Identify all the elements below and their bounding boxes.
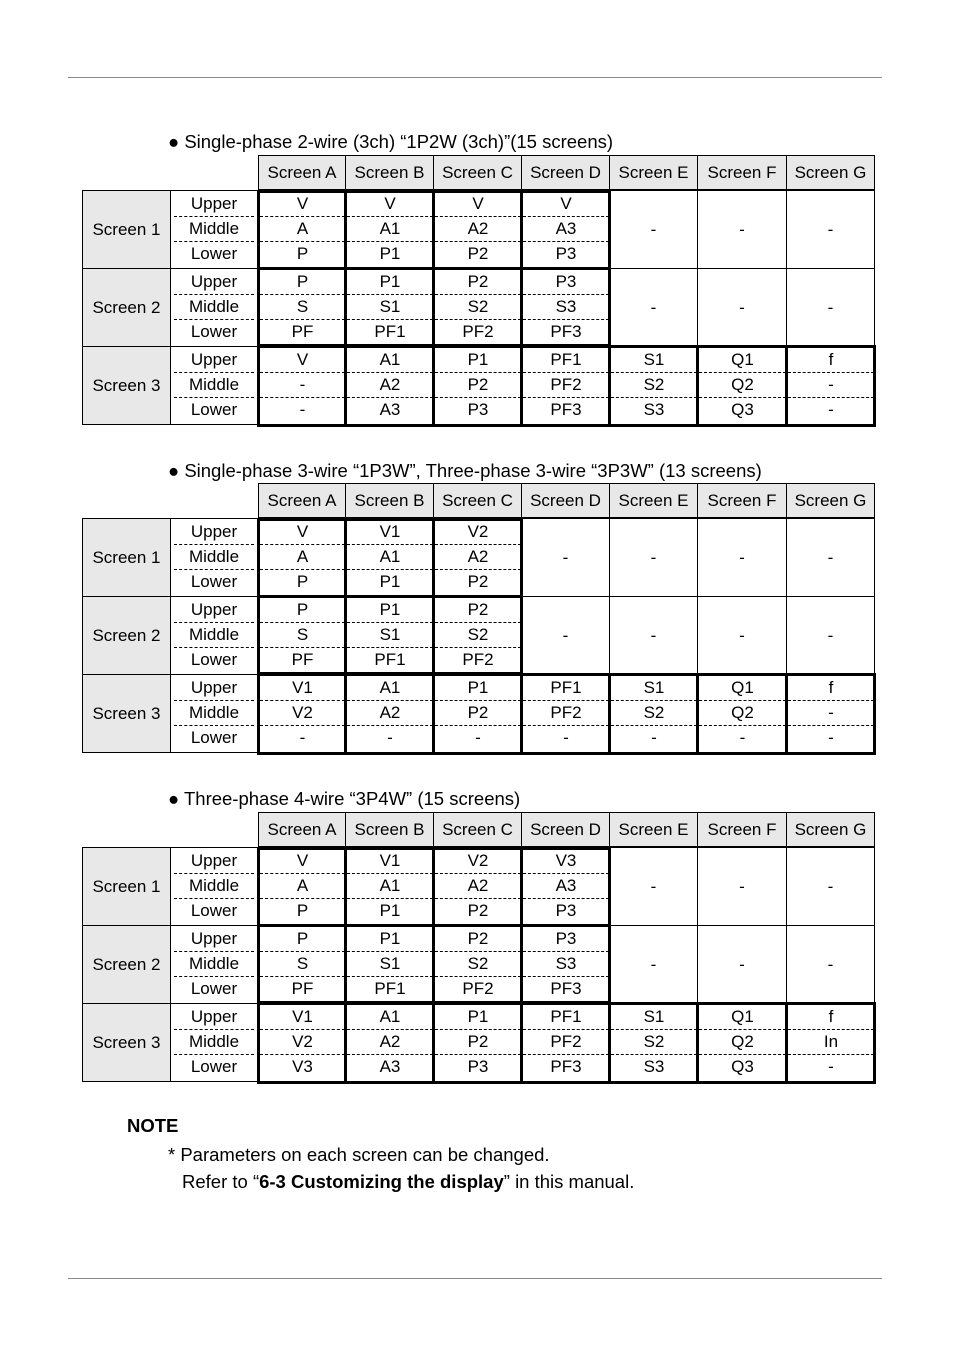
table-cell: PF2	[523, 373, 609, 398]
column-header-d: Screen D	[521, 155, 610, 190]
unused-cell	[609, 925, 698, 1004]
section-title-1: ● Single-phase 2-wire (3ch) “1P2W (3ch)”(15 screens)	[168, 131, 614, 152]
level-label-upper: Upper	[174, 348, 254, 373]
table-cell: Q1	[699, 676, 786, 701]
column-header-a: Screen A	[258, 812, 346, 847]
unused-cell	[697, 190, 787, 269]
column-divider	[520, 847, 523, 926]
level-label-middle: Middle	[174, 1030, 254, 1055]
column-divider	[608, 346, 611, 425]
unused-cell	[609, 518, 698, 597]
table-cell: P2	[435, 1030, 521, 1055]
table-cell: A2	[435, 545, 521, 570]
unused-cell-text: -	[739, 876, 745, 896]
table-cell: S2	[611, 373, 697, 398]
table-cell: V3	[292, 1057, 313, 1076]
table-cell: A1	[347, 676, 433, 701]
unused-cell	[609, 268, 698, 347]
column-divider	[785, 1003, 788, 1082]
table-cell: V2	[435, 520, 521, 545]
column-divider	[432, 596, 435, 675]
table-cell: V1	[260, 676, 345, 701]
table-cell: S1	[611, 348, 697, 373]
table-cell: A2	[435, 217, 521, 242]
unused-cell-text: -	[650, 954, 657, 974]
table-cell: A1	[347, 217, 433, 242]
screen-label-text: Screen 1	[92, 547, 161, 567]
column-divider	[432, 190, 435, 269]
level-label-upper: Upper	[174, 192, 254, 217]
parameter-table-1	[82, 155, 874, 428]
unused-cell-text: -	[827, 954, 834, 974]
table-cell: Q3	[731, 1057, 754, 1076]
level-label-middle: Middle	[174, 545, 254, 570]
table-cell: V	[260, 348, 345, 373]
table-cell: Q2	[699, 373, 786, 398]
table-cell: A	[260, 545, 345, 570]
table-cell: Q2	[699, 1030, 786, 1055]
unused-cell-text: -	[827, 625, 834, 645]
column-divider	[696, 346, 699, 425]
level-label-middle: Middle	[174, 373, 254, 398]
screen-label-2	[82, 268, 171, 347]
level-label-lower: Lower	[190, 728, 238, 747]
unused-cell-text: -	[827, 297, 834, 317]
table-cell: PF2	[462, 650, 494, 669]
column-divider	[520, 268, 523, 347]
unused-cell-text: -	[739, 219, 745, 239]
column-header-g: Screen G	[786, 155, 875, 190]
table-cell: P	[296, 901, 309, 920]
table-cell: P2	[435, 270, 521, 295]
screen-label-text: Screen 2	[92, 954, 161, 974]
table-cell: V	[347, 192, 433, 217]
level-label-lower: Lower	[190, 650, 238, 669]
unused-cell	[521, 596, 610, 675]
column-divider	[696, 674, 699, 753]
table-cell: PF	[291, 650, 314, 669]
unused-cell	[697, 847, 787, 926]
table-cell: A1	[347, 1005, 433, 1030]
level-label-upper: Upper	[174, 520, 254, 545]
column-divider	[432, 925, 435, 1004]
table-cell: V2	[435, 849, 521, 874]
table-cell: P1	[435, 1005, 521, 1030]
table-cell: -	[651, 728, 657, 747]
level-label-lower: Lower	[190, 244, 238, 263]
screen-label-3	[82, 1003, 171, 1082]
column-divider	[344, 346, 347, 425]
parameter-table-2	[82, 483, 874, 756]
table-cell: S1	[347, 623, 433, 648]
screen-label-3	[82, 346, 171, 425]
level-label-lower: Lower	[190, 572, 238, 591]
table-cell: P3	[555, 901, 577, 920]
level-label-middle: Middle	[174, 217, 254, 242]
table-cell: PF1	[523, 1005, 609, 1030]
table-cell: PF2	[462, 322, 494, 341]
table-cell: P3	[467, 1057, 489, 1076]
screen-label-3	[82, 674, 171, 753]
note-line-2-prefix: Refer to “	[182, 1171, 260, 1192]
level-label-lower: Lower	[190, 979, 238, 998]
table-cell: PF	[291, 322, 314, 341]
table-cell: A2	[435, 874, 521, 899]
column-divider	[520, 346, 523, 425]
table-cell: PF1	[374, 650, 406, 669]
table-cell: P3	[467, 400, 489, 419]
column-divider	[520, 925, 523, 1004]
table-cell: S1	[611, 676, 697, 701]
level-label-middle: Middle	[174, 701, 254, 726]
table-cell: A1	[347, 545, 433, 570]
unused-cell	[609, 190, 698, 269]
table-cell: S3	[643, 1057, 665, 1076]
unused-cell	[697, 596, 787, 675]
level-label-middle: Middle	[174, 295, 254, 320]
table-cell: S	[260, 952, 345, 977]
table-cell: A2	[347, 373, 433, 398]
table-cell: -	[563, 728, 569, 747]
table-cell: Q3	[731, 400, 754, 419]
unused-cell	[786, 847, 875, 926]
column-divider	[432, 518, 435, 597]
table-cell: -	[475, 728, 481, 747]
table-cell: Q1	[699, 1005, 786, 1030]
table-cell: P1	[347, 927, 433, 952]
screen-label-text: Screen 3	[92, 1032, 161, 1052]
unused-cell	[697, 925, 787, 1004]
table-cell: PF3	[550, 322, 582, 341]
column-divider	[432, 346, 435, 425]
table-cell: V	[260, 520, 345, 545]
table-cell: S1	[347, 952, 433, 977]
level-label-upper: Upper	[174, 676, 254, 701]
unused-cell-text: -	[650, 219, 657, 239]
table-cell: V	[260, 849, 345, 874]
column-divider	[432, 268, 435, 347]
table-cell: P2	[435, 927, 521, 952]
table-cell: A3	[379, 1057, 401, 1076]
screen-label-1	[82, 518, 171, 597]
column-divider	[344, 925, 347, 1004]
unused-cell	[786, 190, 875, 269]
table-cell: A3	[379, 400, 401, 419]
table-cell: f	[788, 1005, 874, 1030]
column-header-a: Screen A	[258, 155, 346, 190]
unused-cell	[609, 847, 698, 926]
level-label-upper: Upper	[174, 1005, 254, 1030]
table-cell: PF3	[550, 400, 582, 419]
table-cell: -	[788, 701, 874, 726]
table-cell: -	[387, 728, 393, 747]
table-cell: A1	[347, 874, 433, 899]
column-divider	[608, 674, 611, 753]
table-cell: A	[260, 217, 345, 242]
screen-label-2	[82, 925, 171, 1004]
screen-label-2	[82, 596, 171, 675]
table-cell: P2	[435, 598, 521, 623]
column-header-e: Screen E	[609, 155, 698, 190]
level-label-middle: Middle	[174, 874, 254, 899]
table-cell: A	[260, 874, 345, 899]
column-divider	[696, 1003, 699, 1082]
unused-cell	[521, 518, 610, 597]
table-cell: Q2	[699, 701, 786, 726]
table-cell: S2	[435, 623, 521, 648]
unused-cell-text: -	[827, 219, 834, 239]
table-cell: Q1	[699, 348, 786, 373]
column-divider	[344, 518, 347, 597]
column-divider	[608, 1003, 611, 1082]
table-cell: S1	[611, 1005, 697, 1030]
unused-cell	[697, 268, 787, 347]
parameter-table-3	[82, 812, 874, 1085]
table-cell: -	[828, 728, 834, 747]
bottom-rule	[68, 1278, 882, 1279]
column-header-c: Screen C	[433, 483, 522, 518]
table-cell: PF1	[523, 348, 609, 373]
column-divider	[344, 1003, 347, 1082]
section-title-3: ● Three-phase 4-wire “3P4W” (15 screens)	[168, 788, 521, 809]
table-cell: S3	[523, 295, 609, 320]
table-cell: PF2	[523, 701, 609, 726]
table-cell: P2	[467, 572, 489, 591]
unused-cell-text: -	[650, 297, 657, 317]
table-cell: -	[299, 400, 306, 419]
table-cell: PF1	[523, 676, 609, 701]
unused-cell-text: -	[650, 625, 657, 645]
screen-label-text: Screen 2	[92, 625, 161, 645]
table-cell: S2	[435, 952, 521, 977]
table-cell: PF3	[550, 979, 582, 998]
table-cell: In	[788, 1030, 874, 1055]
unused-cell-text: -	[827, 876, 834, 896]
table-cell: S1	[347, 295, 433, 320]
screen-label-text: Screen 1	[92, 219, 161, 239]
column-header-e: Screen E	[609, 812, 698, 847]
level-label-upper: Upper	[174, 270, 254, 295]
level-label-lower: Lower	[190, 901, 238, 920]
level-label-upper: Upper	[174, 927, 254, 952]
table-cell: V1	[260, 1005, 345, 1030]
table-cell: S	[260, 623, 345, 648]
table-cell: -	[260, 373, 345, 398]
table-cell: PF2	[523, 1030, 609, 1055]
unused-cell	[786, 925, 875, 1004]
table-cell: P	[260, 927, 345, 952]
table-cell: P2	[467, 244, 489, 263]
table-cell: A2	[347, 701, 433, 726]
table-cell: f	[788, 676, 874, 701]
column-divider	[432, 674, 435, 753]
column-divider	[432, 847, 435, 926]
table-cell: P2	[435, 701, 521, 726]
unused-cell-text: -	[562, 547, 569, 567]
table-cell: V2	[260, 1030, 345, 1055]
column-divider	[344, 190, 347, 269]
table-cell: P1	[435, 676, 521, 701]
table-cell: PF	[291, 979, 314, 998]
table-cell: P1	[379, 901, 401, 920]
table-cell: S3	[643, 400, 665, 419]
table-cell: P	[260, 598, 345, 623]
table-cell: S3	[523, 952, 609, 977]
level-label-lower: Lower	[190, 1057, 238, 1076]
table-cell: P	[296, 244, 309, 263]
unused-cell-text: -	[827, 547, 834, 567]
table-cell: PF2	[462, 979, 494, 998]
table-cell: P1	[379, 244, 401, 263]
column-header-c: Screen C	[433, 812, 522, 847]
level-label-lower: Lower	[190, 322, 238, 341]
table-cell: S2	[611, 1030, 697, 1055]
table-cell: A3	[523, 217, 609, 242]
column-divider	[785, 346, 788, 425]
screen-label-text: Screen 1	[92, 876, 161, 896]
table-cell: V1	[347, 849, 433, 874]
table-cell: f	[788, 348, 874, 373]
unused-cell-text: -	[739, 297, 745, 317]
screen-label-1	[82, 847, 171, 926]
column-header-g: Screen G	[786, 483, 875, 518]
column-header-c: Screen C	[433, 155, 522, 190]
table-cell: S2	[611, 701, 697, 726]
table-cell: -	[828, 400, 834, 419]
unused-cell	[786, 518, 875, 597]
table-cell: A3	[523, 874, 609, 899]
screen-label-text: Screen 3	[92, 375, 161, 395]
table-cell: PF1	[374, 979, 406, 998]
column-divider	[344, 847, 347, 926]
table-cell: V3	[523, 849, 609, 874]
column-header-d: Screen D	[521, 483, 610, 518]
column-divider	[520, 1003, 523, 1082]
column-divider	[520, 674, 523, 753]
table-cell: V	[435, 192, 521, 217]
note-line-2-suffix: ” in this manual.	[503, 1171, 635, 1192]
table-cell: P1	[347, 598, 433, 623]
table-cell: PF3	[550, 1057, 582, 1076]
level-label-middle: Middle	[174, 623, 254, 648]
column-divider	[344, 268, 347, 347]
table-cell: S	[260, 295, 345, 320]
note-reference-link: 6-3 Customizing the display	[259, 1171, 504, 1192]
column-header-a: Screen A	[258, 483, 346, 518]
table-cell: P1	[379, 572, 401, 591]
note-heading: NOTE	[127, 1115, 179, 1136]
table-cell: P2	[435, 373, 521, 398]
table-cell: P3	[555, 244, 577, 263]
unused-cell	[786, 596, 875, 675]
screen-label-text: Screen 3	[92, 703, 161, 723]
level-label-lower: Lower	[190, 400, 238, 419]
level-label-upper: Upper	[174, 598, 254, 623]
unused-cell-text: -	[562, 625, 569, 645]
level-label-middle: Middle	[174, 952, 254, 977]
table-cell: P	[260, 270, 345, 295]
column-header-f: Screen F	[697, 155, 787, 190]
level-label-upper: Upper	[174, 849, 254, 874]
unused-cell-text: -	[650, 876, 657, 896]
unused-cell	[786, 268, 875, 347]
column-header-b: Screen B	[345, 483, 434, 518]
table-cell: P1	[435, 348, 521, 373]
table-cell: V2	[260, 701, 345, 726]
note-line-1: * Parameters on each screen can be changed.	[168, 1144, 550, 1165]
column-header-f: Screen F	[697, 483, 787, 518]
table-cell: P3	[523, 270, 609, 295]
top-rule	[68, 77, 882, 78]
table-cell: P3	[523, 927, 609, 952]
column-header-e: Screen E	[609, 483, 698, 518]
column-header-b: Screen B	[345, 812, 434, 847]
table-cell: PF1	[374, 322, 406, 341]
column-header-d: Screen D	[521, 812, 610, 847]
unused-cell	[609, 596, 698, 675]
table-cell: V1	[347, 520, 433, 545]
table-cell: P	[296, 572, 309, 591]
column-divider	[785, 674, 788, 753]
table-cell: A1	[347, 348, 433, 373]
column-divider	[520, 190, 523, 269]
column-header-g: Screen G	[786, 812, 875, 847]
column-header-f: Screen F	[697, 812, 787, 847]
note-line-2	[182, 1171, 634, 1193]
unused-cell-text: -	[739, 547, 745, 567]
column-divider	[344, 674, 347, 753]
table-cell: V	[260, 192, 345, 217]
table-cell: -	[828, 1057, 834, 1076]
table-cell: A2	[347, 1030, 433, 1055]
table-cell: P1	[347, 270, 433, 295]
column-divider	[432, 1003, 435, 1082]
column-header-b: Screen B	[345, 155, 434, 190]
unused-cell	[697, 518, 787, 597]
unused-cell-text: -	[739, 625, 745, 645]
table-cell: S2	[435, 295, 521, 320]
unused-cell-text: -	[650, 547, 657, 567]
screen-label-text: Screen 2	[92, 297, 161, 317]
table-cell: V	[523, 192, 609, 217]
screen-label-1	[82, 190, 171, 269]
section-title-2: ● Single-phase 3-wire “1P3W”, Three-phase 3-wire “3P3W” (13 screens)	[168, 460, 762, 481]
table-cell: -	[739, 728, 746, 747]
table-cell: -	[299, 728, 306, 747]
table-cell: -	[788, 373, 874, 398]
table-cell: P2	[467, 901, 489, 920]
column-divider	[344, 596, 347, 675]
unused-cell-text: -	[739, 954, 745, 974]
